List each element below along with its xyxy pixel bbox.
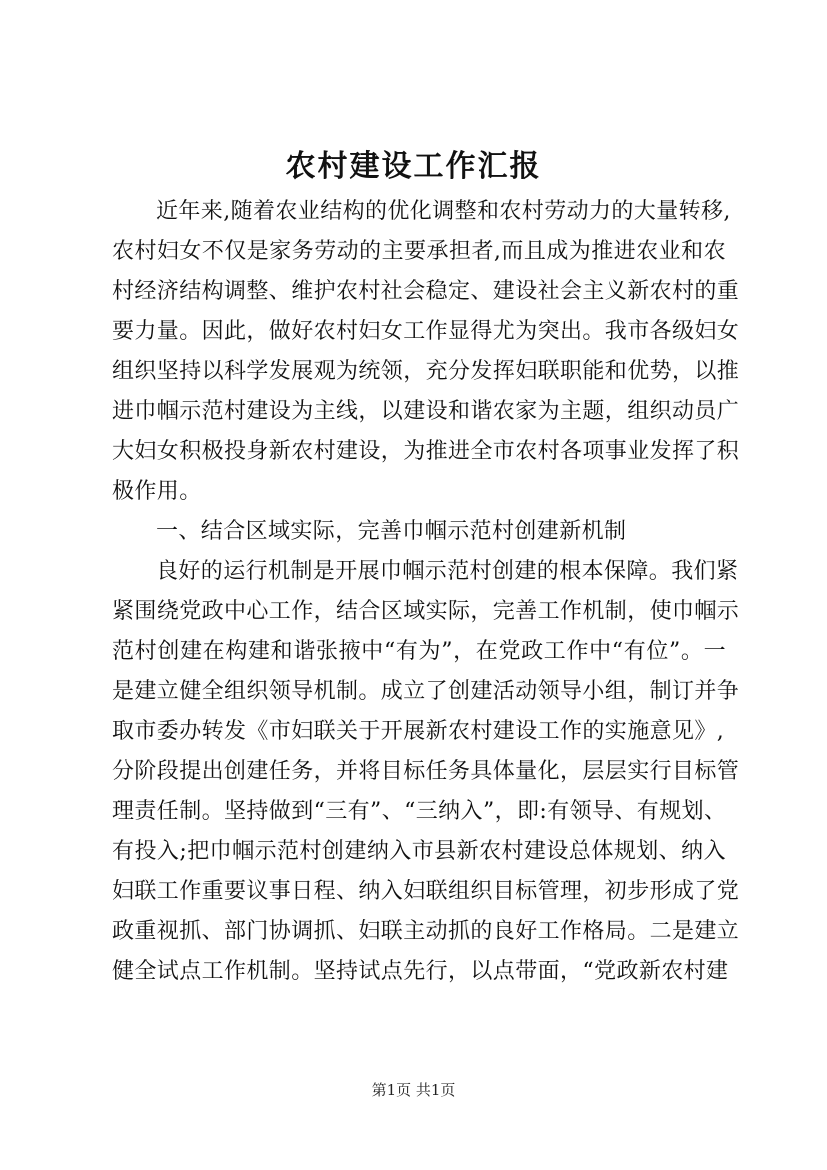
paragraph-line: 近年来,随着农业结构的优化调整和农村劳动力的大量转移, [156,199,731,224]
paragraph-line: 范村创建在构建和谐张掖中“有为”，在党政工作中“有位”。一 [112,639,726,664]
document-body [112,192,740,992]
paragraph-line: 要力量。因此，做好农村妇女工作显得尤为突出。我市各级妇女 [112,319,740,344]
paragraph-line: 村经济结构调整、维护农村社会稳定、建设社会主义新农村的重 [112,279,740,304]
paragraph-line: 大妇女积极投身新农村建设，为推进全市农村各项事业发挥了积 [112,439,740,464]
paragraph-line: 进巾帼示范村建设为主线，以建设和谐农家为主题，组织动员广 [112,399,740,424]
paragraph-line: 紧围绕党政中心工作，结合区域实际，完善工作机制，使巾帼示 [112,599,740,624]
paragraph-line: 极作用。 [112,479,202,504]
paragraph-line: 理责任制。坚持做到“三有”、“三纳入”，即:有领导、有规划、 [112,799,727,824]
document-title: 农村建设工作汇报 [285,149,542,184]
paragraph-line: 是建立健全组织领导机制。成立了创建活动领导小组，制订并争 [112,679,740,704]
paragraph-line: 组织坚持以科学发展观为统领，充分发挥妇联职能和优势，以推 [112,359,740,384]
paragraph-line: 有投入;把巾帼示范村创建纳入市县新农村建设总体规划、纳入 [112,839,726,864]
paragraph-line: 政重视抓、部门协调抓、妇联主动抓的良好工作格局。二是建立 [112,919,740,944]
page-number-footer: 第1页 共1页 [371,1081,456,1099]
paragraph-line: 妇联工作重要议事日程、纳入妇联组织目标管理，初步形成了党 [112,879,740,904]
paragraph-line: 取市委办转发《市妇联关于开展新农村建设工作的实施意见》, [112,719,725,744]
paragraph-line: 农村妇女不仅是家务劳动的主要承担者,而且成为推进农业和农 [112,239,726,264]
paragraph-line: 分阶段提出创建任务，并将目标任务具体量化，层层实行目标管 [112,759,740,784]
paragraph-line: 良好的运行机制是开展巾帼示范村创建的根本保障。我们紧 [156,559,739,584]
section-heading: 一、结合区域实际，完善巾帼示范村创建新机制 [156,519,627,544]
paragraph-line: 健全试点工作机制。坚持试点先行，以点带面，“党政新农村建 [112,959,729,984]
